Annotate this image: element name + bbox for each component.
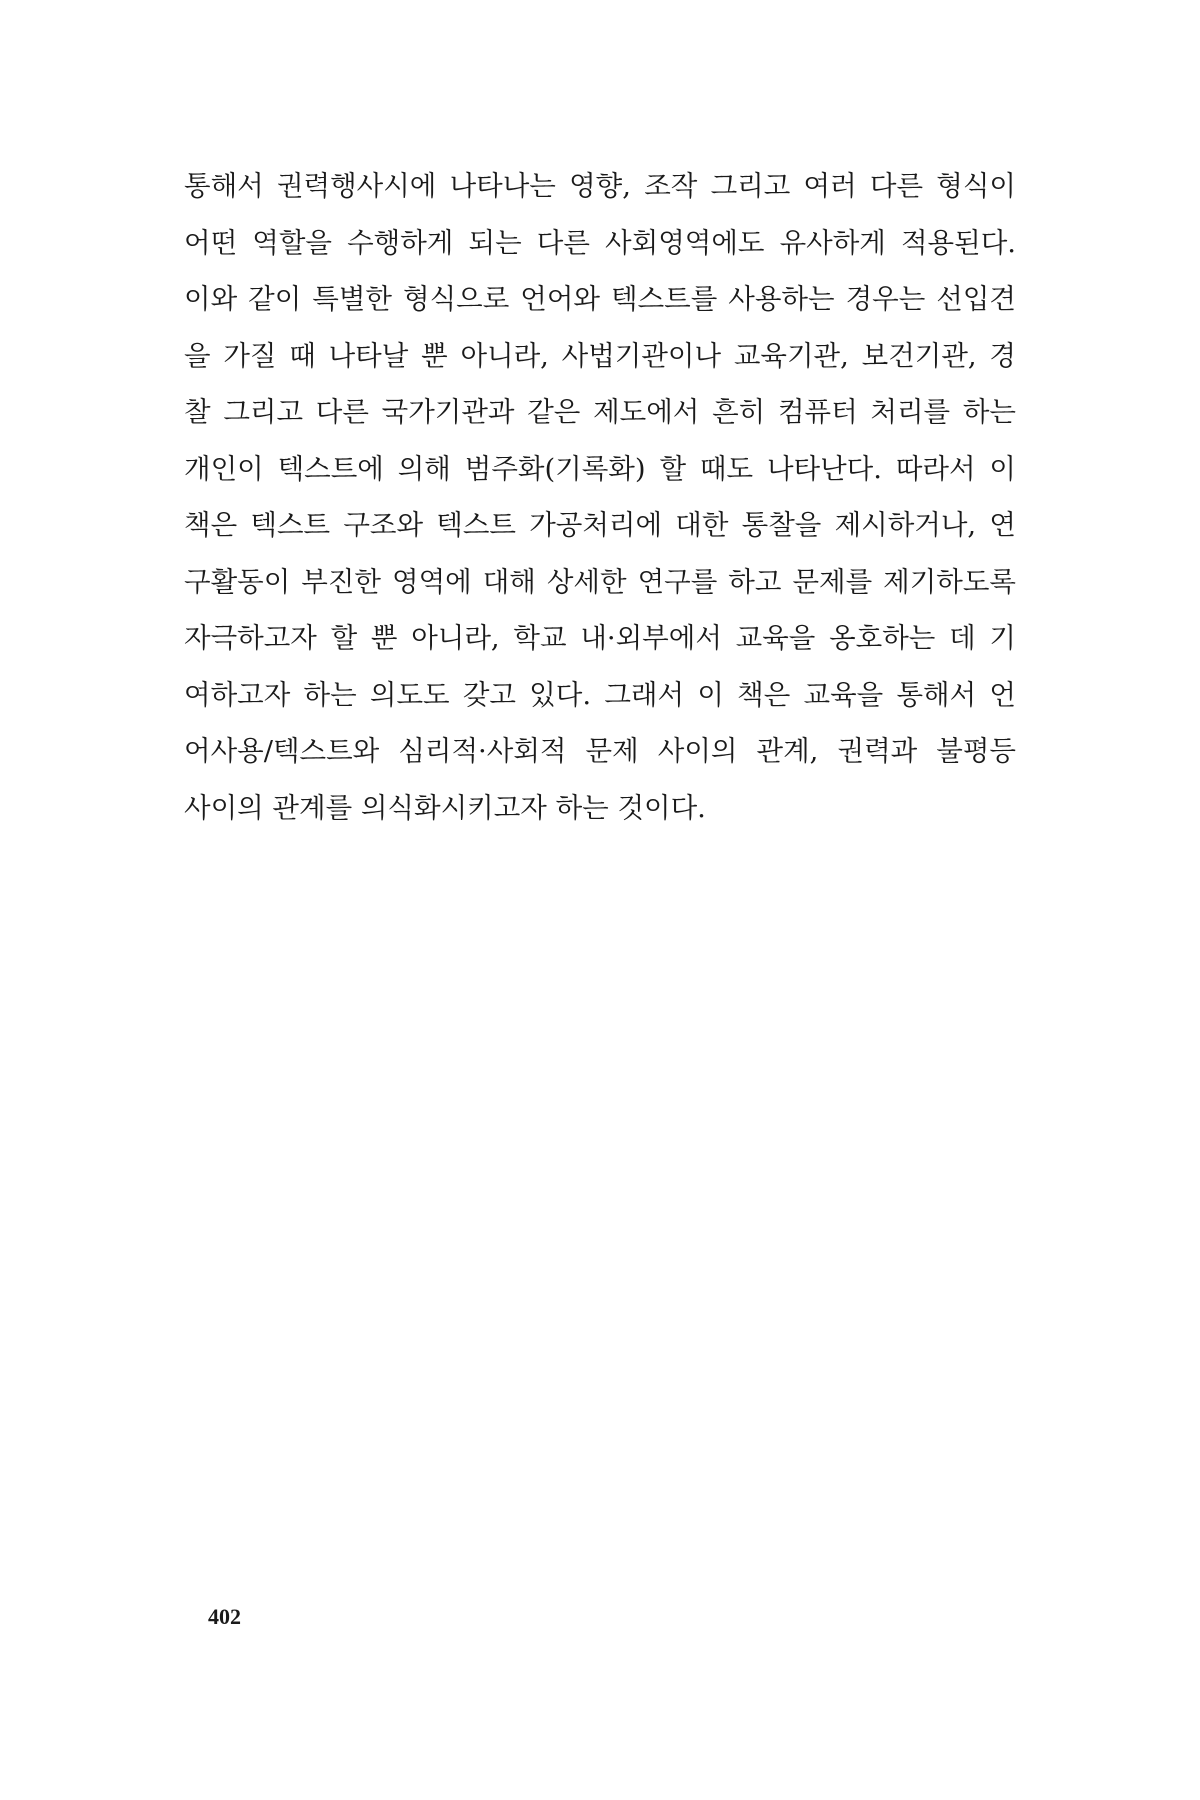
- text-line: 구활동이 부진한 영역에 대해 상세한 연구를 하고 문제를 제기하도록: [184, 565, 1016, 598]
- text-line: 책은 텍스트 구조와 텍스트 가공처리에 대한 통찰을 제시하거나, 연: [184, 509, 1016, 541]
- text-line: 찰 그리고 다른 국가기관과 같은 제도에서 흔히 컴퓨터 처리를 하는: [184, 396, 1016, 428]
- text-line: 자극하고자 할 뿐 아니라, 학교 내·외부에서 교육을 옹호하는 데 기: [184, 622, 1016, 654]
- text-line: 여하고자 하는 의도도 갖고 있다. 그래서 이 책은 교육을 통해서 언: [184, 678, 1016, 711]
- page-number: 402: [208, 1604, 241, 1629]
- text-line: 개인이 텍스트에 의해 범주화(기록화) 할 때도 나타난다. 따라서 이: [184, 452, 1016, 485]
- text-line: 이와 같이 특별한 형식으로 언어와 텍스트를 사용하는 경우는 선입견: [184, 283, 1016, 315]
- body-paragraph: [184, 158, 1016, 836]
- text-line: 사이의 관계를 의식화시키고자 하는 것이다.: [184, 791, 706, 824]
- text-line: 어사용/텍스트와 심리적·사회적 문제 사이의 관계, 권력과 불평등: [184, 735, 1016, 767]
- text-line: 통해서 권력행사시에 나타나는 영향, 조작 그리고 여러 다른 형식이: [184, 170, 1016, 202]
- text-line: 어떤 역할을 수행하게 되는 다른 사회영역에도 유사하게 적용된다.: [184, 226, 1016, 259]
- text-line: 을 가질 때 나타날 뿐 아니라, 사법기관이나 교육기관, 보건기관, 경: [184, 339, 1016, 372]
